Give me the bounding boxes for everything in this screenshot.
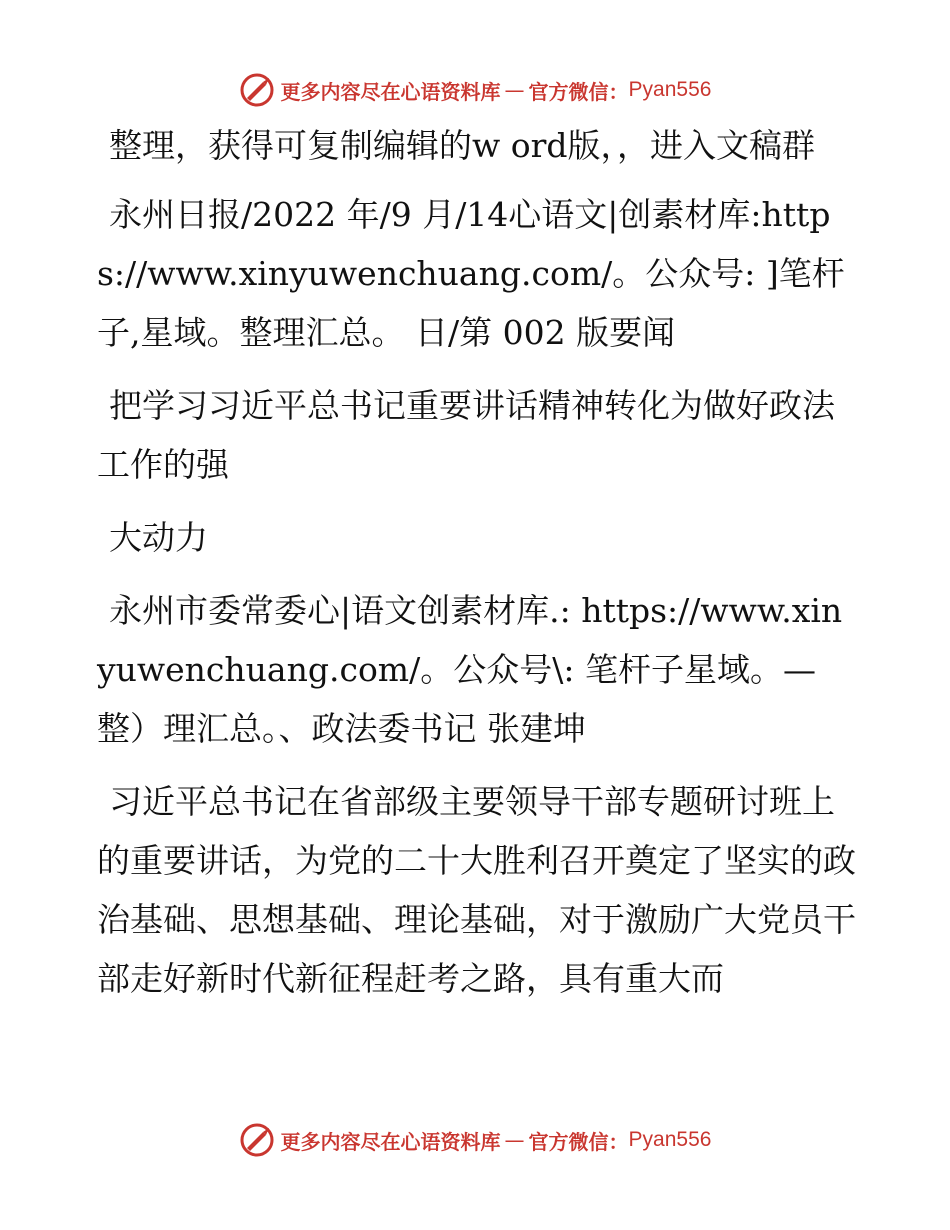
watermark-title: 更多内容尽在心语资料库	[280, 79, 501, 104]
watermark-id: Pyan556	[628, 78, 712, 101]
paragraph-1: 整理，获得可复制编辑的w ord版，，进入文稿群	[109, 126, 816, 165]
paragraph-3: 把学习习近平总书记重要讲话精神转化为做好政法工作的强	[97, 386, 835, 484]
paragraph-6: 习近平总书记在省部级主要领导干部专题研讨班上的重要讲话，为党的二十大胜利召开奠定了坚实的政治基础、思想基础、理论基础，对于激励广大党员干部走好新时代新征程赶考之路，具有重大而	[97, 782, 856, 998]
header-watermark	[0, 70, 950, 110]
paragraph-2: 永州日报/2022 年/9 月/14心语文|创素材库:https://www.xinyuwenchuang.com/。公众号: ]笔杆子,星域。整理汇总。 日/第 002 版要闻	[97, 195, 845, 352]
paragraph-5: 永州市委常委心|语文创素材库.: https://www.xinyuwenchuang.com/。公众号\: 笔杆子星域。—整）理汇总。、政法委书记 张建坤	[97, 591, 843, 748]
watermark-separator: —	[504, 78, 525, 102]
watermark-separator: —	[504, 1128, 525, 1152]
watermark-id: Pyan556	[628, 1128, 712, 1151]
watermark-title: 更多内容尽在心语资料库	[280, 1129, 501, 1154]
quill-circle-logo-icon	[239, 1122, 275, 1158]
paragraph-4: 大动力	[109, 518, 208, 557]
watermark-label: 官方微信：	[528, 79, 629, 104]
footer-watermark	[0, 1120, 950, 1160]
document-body	[97, 116, 857, 1022]
watermark-label: 官方微信：	[528, 1129, 629, 1154]
quill-circle-logo-icon	[239, 72, 275, 108]
